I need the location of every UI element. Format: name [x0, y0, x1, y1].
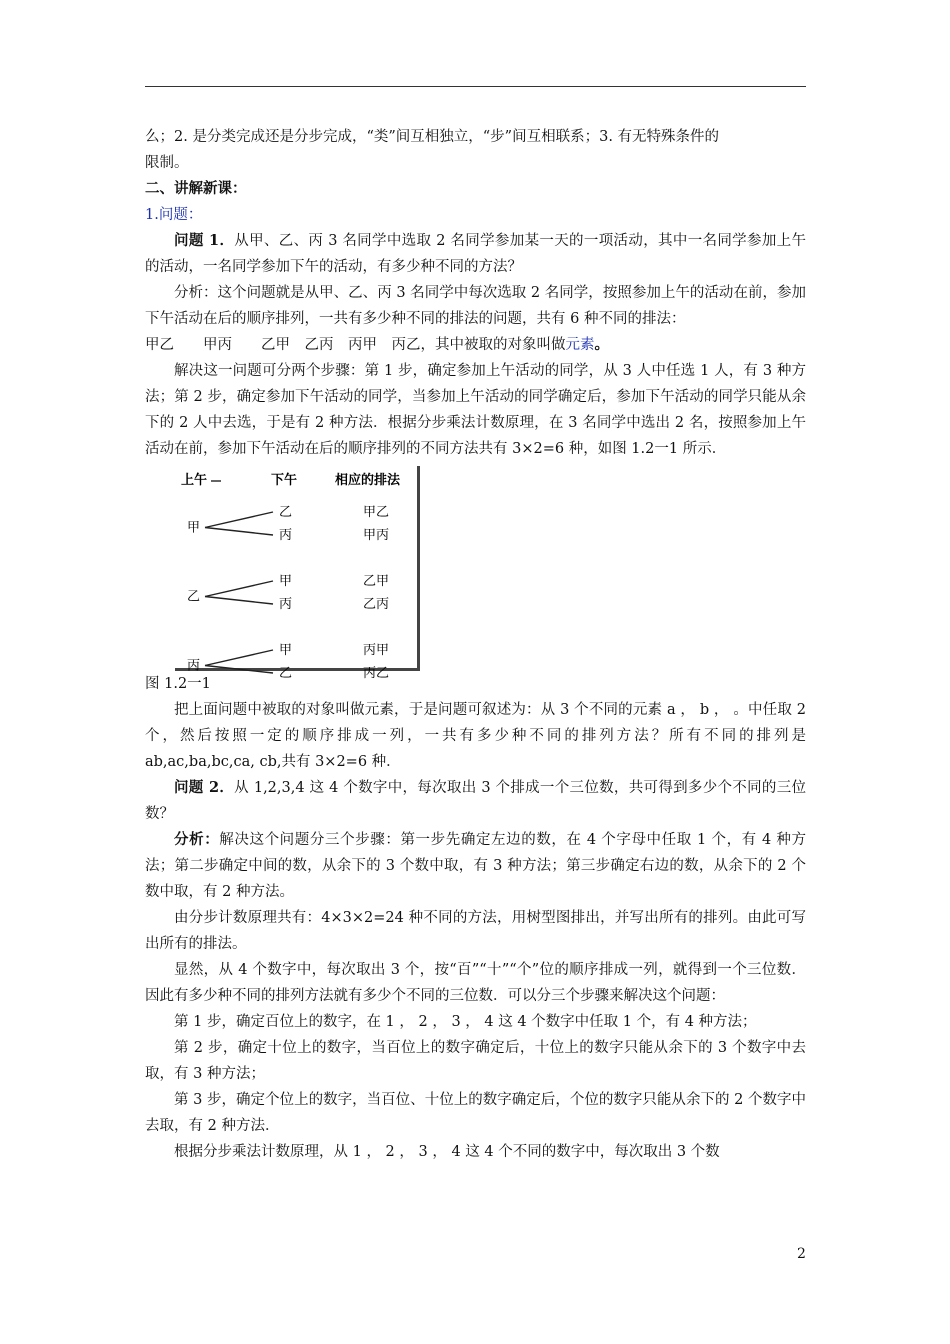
analysis-2	[145, 827, 806, 905]
header-rule	[145, 86, 806, 87]
tree-diagram-svg	[175, 466, 417, 681]
page-content	[145, 124, 806, 1165]
branch-line	[205, 512, 273, 528]
paragraph: 限制。	[145, 155, 189, 171]
arrangement: 丙甲	[363, 643, 390, 658]
restatement: 把上面问题中被取的对象叫做元素，于是问题可叙述为：从 3 个不同的元素 a ， b ， 。中任取 2 个，然后按照一定的顺序排成一列，一共有多少种不同的排列方法？所有不同的排列是 ab,ac,ba,bc,ca, cb,共有 3×2=6 种．	[145, 702, 806, 770]
pm-student: 丙	[279, 528, 293, 543]
term-element-link[interactable]: 元素	[565, 337, 595, 353]
pm-student: 乙	[279, 666, 293, 681]
problem-1	[145, 228, 806, 280]
tree-diagram	[175, 466, 420, 681]
arrangement: 乙丙	[363, 597, 390, 612]
problem-1-text: 从甲、乙、丙 3 名同学中选取 2 名同学参加某一天的一项活动，其中一名同学参加上午的活动，一名同学参加下午的活动，有多少种不同的方法？	[145, 233, 806, 275]
section-heading: 二、讲解新课：	[145, 180, 247, 197]
am-student: 甲	[187, 520, 201, 536]
final-paragraph: 根据分步乘法计数原理，从 1 ， 2 ， 3 ， 4 这 4 个不同的数字中，每次取出 3 个数	[174, 1144, 720, 1160]
branch-line	[205, 581, 273, 597]
period: 。	[594, 336, 609, 353]
solution-1: 解决这一问题可分两个步骤：第 1 步，确定参加上午活动的同学，从 3 人中任选 1 人，有 3 种方法；第 2 步，确定参加下午活动的同学，当参加上午活动的同学确定后，参加下午活动的同学只能从余下的 2 人中去选，于是有 2 种方法．根据分步乘法计数原理，在 3 名同学中选出 2 名，按照参加上午活动在前，参加下午活动在后的顺序排列的不同方法共有 3×2=6 种，如图 1.2一1 所示．	[145, 363, 806, 457]
page-number: 2	[797, 1246, 806, 1262]
branch-line	[205, 597, 273, 605]
pm-student: 乙	[279, 505, 293, 520]
problem-2-label: 问题 2．	[174, 779, 235, 796]
am-student: 丙	[187, 658, 201, 674]
analysis-2-label: 分析：	[174, 831, 220, 848]
step-1: 第 1 步，确定百位上的数字，在 1 ， 2 ， 3 ， 4 这 4 个数字中任取 1 个，有 4 种方法；	[174, 1014, 757, 1030]
principle-paragraph: 由分步计数原理共有：4×3×2=24 种不同的方法，用树型图排出，并写出所有的排列。由此可写出所有的排法。	[145, 910, 806, 952]
arrangement: 丙乙	[363, 666, 390, 681]
problem-1-label: 问题 1．	[174, 232, 235, 249]
header-am: 上午	[181, 473, 208, 488]
obvious-paragraph: 显然，从 4 个数字中，每次取出 3 个，按“百”“十”“个”位的顺序排成一列，就得到一个三位数．因此有多少种不同的排列方法就有多少个不同的三位数．可以分三个步骤来解决这个问题：	[145, 962, 806, 1004]
branch-line	[205, 528, 273, 536]
pm-student: 丙	[279, 597, 293, 612]
problem-2	[145, 775, 806, 827]
subsection-heading: 1.问题：	[145, 207, 203, 223]
pm-student: 甲	[279, 643, 293, 658]
header-pm: 下午	[271, 473, 298, 488]
pm-student: 甲	[279, 574, 293, 589]
problem-2-text: 从 1,2,3,4 这 4 个数字中，每次取出 3 个排成一个三位数，共可得到多少个不同的三位数？	[145, 780, 806, 822]
analysis-1: 分析：这个问题就是从甲、乙、丙 3 名同学中每次选取 2 名同学，按照参加上午的活动在前，参加下午活动在后的顺序排列，一共有多少种不同的排法的问题，共有 6 种不同的排法：	[145, 285, 806, 327]
arrangement-list-text: 甲乙 甲丙 乙甲 乙丙 丙甲 丙乙，其中被取的对象叫做	[145, 337, 566, 353]
arrangement-list	[145, 332, 806, 358]
figure-caption: 图 1.2一1	[145, 676, 211, 692]
arrangement: 甲丙	[363, 528, 390, 543]
step-3: 第 3 步，确定个位上的数字，当百位、十位上的数字确定后，个位的数字只能从余下的 2 个数字中去取，有 2 种方法．	[145, 1092, 806, 1134]
analysis-2-text: 解决这个问题分三个步骤：第一步先确定左边的数，在 4 个字母中任取 1 个，有 4 种方法；第二步确定中间的数，从余下的 3 个数中取，有 3 种方法；第三步确定右边的数，从余下的 2 个数中取，有 2 种方法。	[145, 832, 807, 900]
header-arrangement: 相应的排法	[335, 473, 401, 488]
arrangement: 乙甲	[363, 574, 390, 589]
branch-line	[205, 650, 273, 666]
arrangement: 甲乙	[363, 505, 390, 520]
step-2: 第 2 步，确定十位上的数字，当百位上的数字确定后，十位上的数字只能从余下的 3 个数字中去取，有 3 种方法；	[145, 1040, 806, 1082]
am-student: 乙	[187, 589, 201, 605]
paragraph: 么；2. 是分类完成还是分步完成，“类”间互相独立，“步”间互相联系；3. 有无特殊条件的	[145, 129, 720, 145]
